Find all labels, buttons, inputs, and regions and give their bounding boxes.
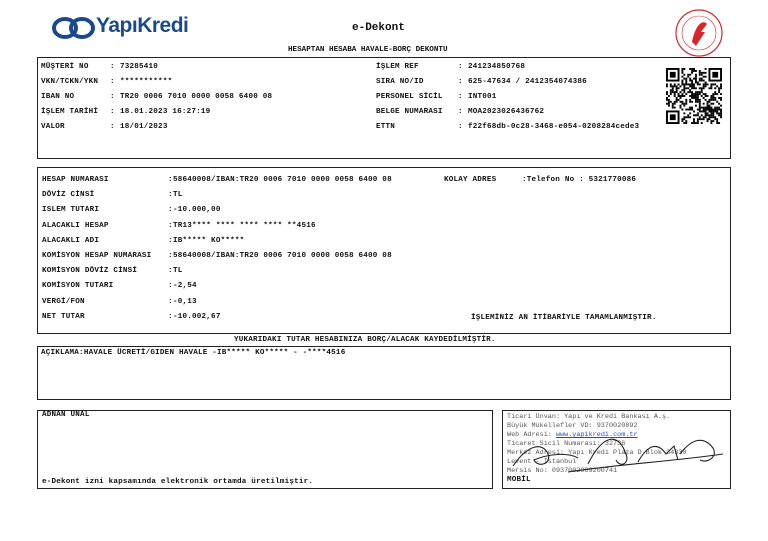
detail-colon: : bbox=[168, 312, 173, 321]
document-subtitle: HESAPTAN HESABA HAVALE-BORÇ DEKONTU bbox=[288, 46, 448, 54]
info-label: İŞLEM REF bbox=[376, 63, 419, 71]
detail-colon: : bbox=[168, 297, 173, 306]
info-value: TR20 0006 7010 0000 0058 6400 08 bbox=[120, 93, 273, 101]
info-label: IBAN NO bbox=[41, 93, 75, 101]
channel-label: MOBİL bbox=[507, 476, 531, 484]
detail-colon: : bbox=[168, 236, 173, 245]
completion-message: İŞLEMİNİZ AN İTİBARİYLE TAMAMLANMIŞTIR. bbox=[471, 314, 657, 322]
kolay-adres-label: KOLAY ADRES bbox=[444, 176, 497, 184]
detail-value: -10.002,67 bbox=[173, 312, 221, 321]
detail-value: IB***** KO***** bbox=[173, 236, 245, 245]
detail-value: 58640008/IBAN:TR20 0006 7010 0000 0058 6400 08 bbox=[173, 176, 392, 184]
info-colon: : bbox=[458, 93, 463, 101]
detail-colon: : bbox=[168, 176, 173, 184]
info-label: VALOR bbox=[41, 123, 65, 131]
detail-label: ISLEM TUTARI bbox=[42, 206, 100, 215]
info-label: SIRA NO/ID bbox=[376, 78, 424, 86]
info-colon: : bbox=[110, 123, 115, 131]
info-label: İŞLEM TARİHİ bbox=[41, 108, 99, 116]
detail-label: NET TUTAR bbox=[42, 312, 85, 321]
info-colon: : bbox=[110, 93, 115, 101]
info-colon: : bbox=[110, 108, 115, 116]
detail-label: KOMİSYON DÖVİZ CİNSİ bbox=[42, 267, 138, 276]
detail-value: -2,54 bbox=[173, 282, 197, 291]
info-value: 18.01.2023 16:27:19 bbox=[120, 108, 211, 116]
info-value: INT001 bbox=[468, 93, 497, 101]
detail-value: -10.000,00 bbox=[173, 206, 221, 215]
info-colon: : bbox=[110, 78, 115, 86]
detail-value: TR13**** **** **** **** **4516 bbox=[173, 221, 316, 230]
detail-label: KOMİSYON TUTARI bbox=[42, 282, 114, 291]
kolay-adres-value: :Telefon No : 5321770086 bbox=[522, 176, 637, 184]
bank-line-2: Büyük Mükellefler VD: 9370020892 bbox=[507, 422, 638, 430]
detail-label: ALACAKLI HESAP bbox=[42, 221, 109, 230]
info-value: f22f68db-0c28-3468-e054-0208284cede3 bbox=[468, 123, 640, 131]
bank-line-3: Ticaret Sicil Numarası: 32736 bbox=[507, 440, 626, 448]
detail-value: 58640008/IBAN:TR20 0006 7010 0000 0058 6400 08 bbox=[173, 252, 392, 260]
info-value: 625-47634 / 2412354074386 bbox=[468, 78, 587, 86]
web-address-label: Web Adresi: bbox=[507, 431, 552, 439]
info-colon: : bbox=[458, 63, 463, 71]
detail-colon: : bbox=[168, 191, 173, 200]
detail-colon: : bbox=[168, 282, 173, 291]
detail-label: ALACAKLI ADI bbox=[42, 236, 100, 245]
details-section bbox=[37, 167, 731, 334]
footer-note: e-Dekont izni kapsamında elektronik ortamda üretilmiştir. bbox=[42, 478, 314, 486]
detail-value: -0,13 bbox=[173, 297, 197, 306]
brand-logo bbox=[52, 14, 192, 40]
info-colon: : bbox=[458, 78, 463, 86]
brand-name: YapıKredi bbox=[96, 14, 189, 37]
detail-value: TL bbox=[173, 267, 183, 276]
info-value: 241234850768 bbox=[468, 63, 526, 71]
bank-line-1: Ticari Ünvan: Yapı ve Kredi Bankası A.ş. bbox=[507, 413, 671, 421]
info-label: BELGE NUMARASI bbox=[376, 108, 443, 116]
info-value: *********** bbox=[120, 78, 173, 86]
detail-colon: : bbox=[168, 267, 173, 276]
info-label: ETTN bbox=[376, 123, 396, 131]
stamp-seal-icon bbox=[674, 8, 724, 58]
signature-icon bbox=[508, 424, 728, 480]
detail-colon: : bbox=[168, 252, 173, 260]
info-colon: : bbox=[458, 108, 463, 116]
notice-title: YUKARIDAKI TUTAR HESABINIZA BORÇ/ALACAK KAYDEDİLMİŞTİR. bbox=[234, 336, 496, 344]
detail-label: DÖVİZ CİNSİ bbox=[42, 191, 95, 200]
info-value: 18/01/2023 bbox=[120, 123, 168, 131]
info-value: MOA2023026436762 bbox=[468, 108, 545, 116]
info-label: VKN/TCKN/YKN bbox=[41, 78, 99, 86]
document-title: e-Dekont bbox=[352, 22, 405, 34]
detail-value: TL bbox=[173, 191, 183, 200]
info-colon: : bbox=[458, 123, 463, 131]
info-colon: : bbox=[110, 63, 115, 71]
customer-name: ADNAN ÜNAL bbox=[42, 411, 90, 419]
detail-colon: : bbox=[168, 221, 173, 230]
qr-code-icon bbox=[666, 68, 722, 124]
description-text: AÇIKLAMA:HAVALE ÜCRETİ/GIDEN HAVALE -IB***** KO***** - -****4516 bbox=[41, 349, 346, 357]
detail-label: HESAP NUMARASI bbox=[42, 176, 109, 184]
bank-line-5: Levent - İstanbul bbox=[507, 458, 577, 466]
info-label: PERSONEL SİCİL bbox=[376, 93, 443, 101]
bank-line-6: Mersis No: 0937002089200741 bbox=[507, 467, 618, 475]
info-value: 73285410 bbox=[120, 63, 159, 71]
info-label: MÜŞTERİ NO bbox=[41, 63, 89, 71]
detail-colon: : bbox=[168, 206, 173, 215]
web-address-link[interactable]: www.yapikredi.com.tr bbox=[555, 431, 638, 439]
bank-line-4: Merkez Adresi: Yapı Kredi Plaza D Blok 34330 bbox=[507, 449, 687, 457]
yapikredi-logo-icon bbox=[52, 15, 96, 41]
detail-label: KOMİSYON HESAP NUMARASI bbox=[42, 252, 152, 260]
detail-label: VERGİ/FON bbox=[42, 297, 85, 306]
